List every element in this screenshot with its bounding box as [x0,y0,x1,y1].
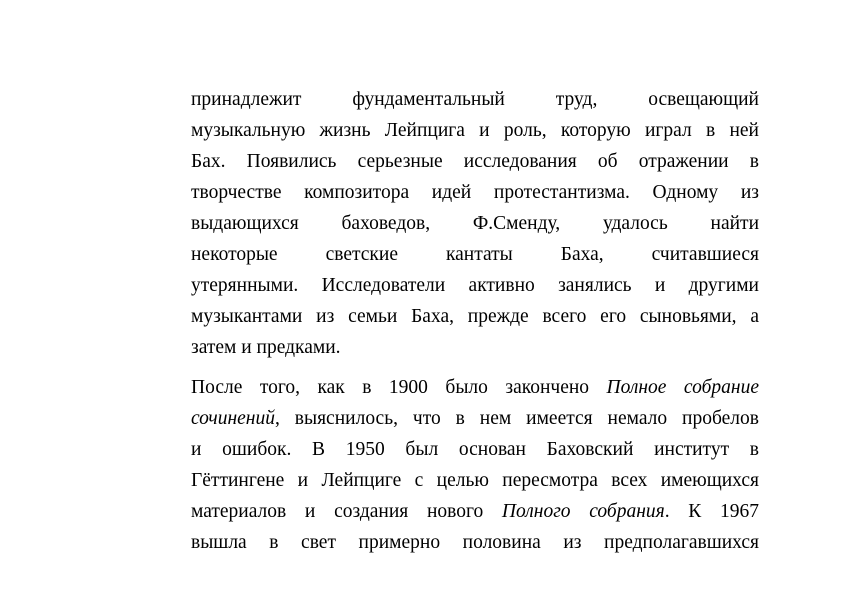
text-line: утерянными. Исследователи активно занялись и другими [191,275,759,296]
text-line: некоторые светские кантаты Баха, считавшиеся [191,244,759,265]
text-line: принадлежит фундаментальный труд, освещающий [191,89,759,110]
text-line: материалов и создания нового Полного собрания. К 1967 [191,501,759,522]
italic-title: Полного собрания [501,501,665,522]
text-body [191,84,759,558]
text-line: После того, как в 1900 было закончено Полное собрание [191,377,759,398]
text-line: затем и предками. [191,337,341,358]
text-line: музыкальную жизнь Лейпцига и роль, которую играл в ней [191,120,759,141]
italic-title: сочинений [191,408,275,429]
italic-title: Полное собрание [606,377,759,398]
text-line: сочинений, выяснилось, что в нем имеется немало пробелов [191,408,759,429]
text-line: музыкантами из семьи Баха, прежде всего его сыновьями, а [191,306,759,327]
text-line: вышла в свет примерно половина из предполагавшихся [191,532,759,553]
text-line: выдающихся баховедов, Ф.Сменду, удалось найти [191,213,759,234]
text-line: Гёттингене и Лейпциге с целью пересмотра всех имеющихся [191,470,759,491]
text-line: творчестве композитора идей протестантизма. Одному из [191,182,759,203]
text-line: Бах. Появились серьезные исследования об отражении в [191,151,759,172]
text-line: и ошибок. В 1950 был основан Баховский институт в [191,439,759,460]
paragraph-2 [191,372,759,558]
paragraph-1 [191,84,759,363]
